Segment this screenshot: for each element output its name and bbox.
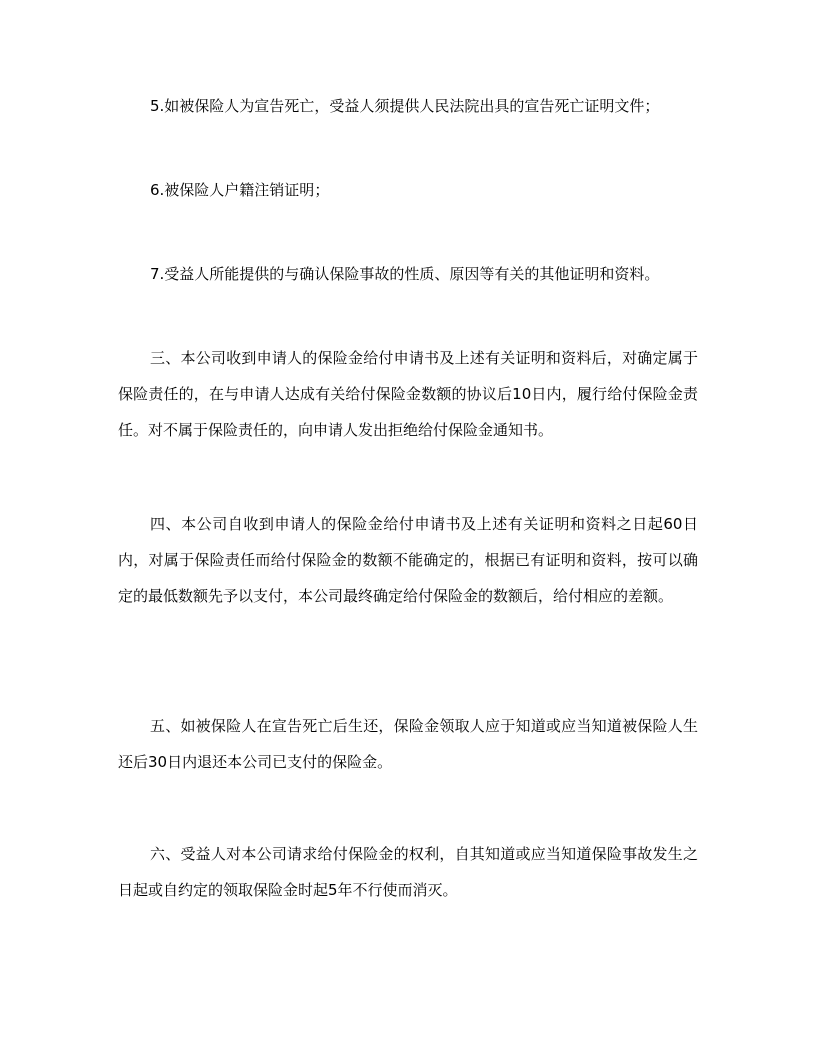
paragraph-section-4: 四、本公司自收到申请人的保险金给付申请书及上述有关证明和资料之日起60日内，对属于保险责任而给付保险金的数额不能确定的，根据已有证明和资料，按可以确定的最低数额先予以支付，本公司最终确定给付保险金的数额后，给付相应的差额。	[118, 515, 698, 605]
paragraph-section-3: 三、本公司收到申请人的保险金给付申请书及上述有关证明和资料后，对确定属于保险责任的，在与申请人达成有关给付保险金数额的协议后10日内，履行给付保险金责任。对不属于保险责任的，向申请人发出拒绝给付保险金通知书。	[118, 349, 698, 439]
paragraph-item-7: 7.受益人所能提供的与确认保险事故的性质、原因等有关的其他证明和资料。	[150, 265, 660, 283]
paragraph-item-5: 5.如被保险人为宣告死亡，受益人须提供人民法院出具的宣告死亡证明文件；	[150, 97, 660, 115]
paragraph-item-6: 6.被保险人户籍注销证明；	[150, 181, 330, 199]
paragraph-section-5: 五、如被保险人在宣告死亡后生还，保险金领取人应于知道或应当知道被保险人生还后30日内退还本公司已支付的保险金。	[118, 717, 698, 771]
paragraph-section-6: 六、受益人对本公司请求给付保险金的权利，自其知道或应当知道保险事故发生之日起或自约定的领取保险金时起5年不行使而消灭。	[118, 845, 698, 899]
